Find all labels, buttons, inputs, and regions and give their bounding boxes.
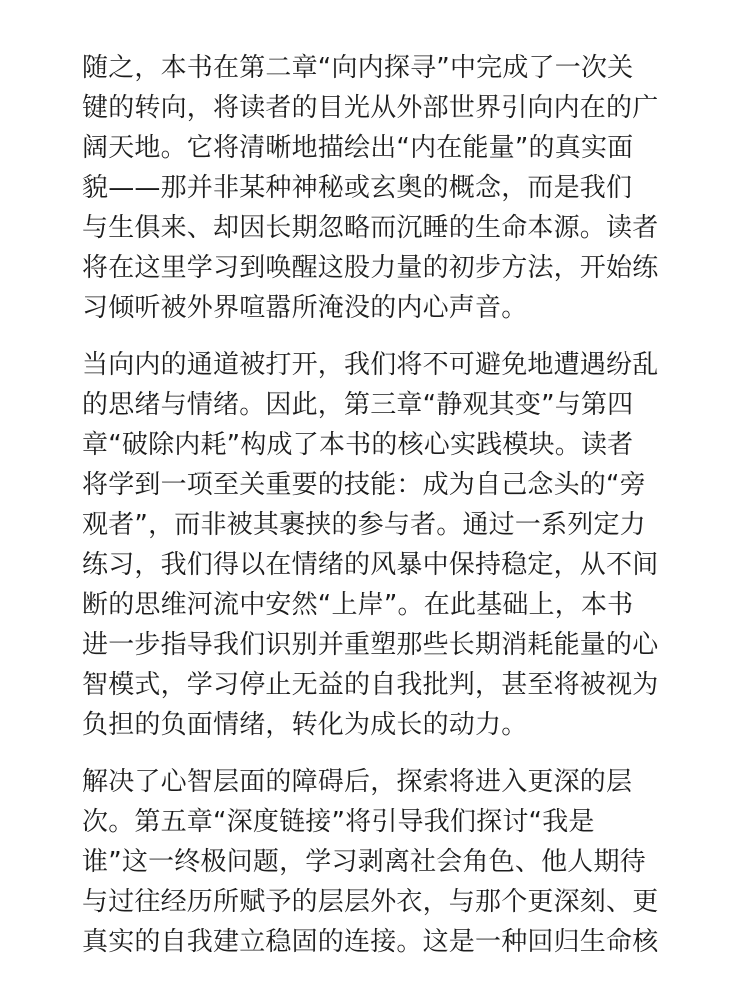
text-line: 将学到一项至关重要的技能：成为自己念头的“旁 bbox=[82, 470, 646, 500]
text-line: 貌——那并非某种神秘或玄奥的概念，而是我们 bbox=[82, 173, 633, 203]
paragraph-2 bbox=[82, 345, 668, 745]
text-line: 解决了心智层面的障碍后，探索将进入更深的层 bbox=[82, 767, 633, 797]
text-line: 当向内的通道被打开，我们将不可避免地遭遇纷乱 bbox=[82, 350, 659, 380]
text-line: 观者”，而非被其裹挟的参与者。通过一系列定力 bbox=[82, 510, 646, 540]
paragraph-3 bbox=[82, 762, 668, 962]
text-line: 与过往经历所赋予的层层外衣，与那个更深刻、更 bbox=[82, 887, 659, 917]
text-line: 章“破除内耗”构成了本书的核心实践模块。读者 bbox=[82, 430, 634, 460]
text-line: 习倾听被外界喧嚣所淹没的内心声音。 bbox=[82, 293, 528, 323]
text-line: 断的思维河流中安然“上岸”。在此基础上，本书 bbox=[82, 590, 634, 620]
text-line: 智模式，学习停止无益的自我批判，甚至将被视为 bbox=[82, 670, 659, 700]
text-line: 真实的自我建立稳固的连接。这是一种回归生命核 bbox=[82, 927, 659, 957]
text-line: 负担的负面情绪，转化为成长的动力。 bbox=[82, 710, 528, 740]
text-line: 的思绪与情绪。因此，第三章“静观其变”与第四 bbox=[82, 390, 634, 420]
text-line: 键的转向，将读者的目光从外部世界引向内在的广 bbox=[82, 93, 659, 123]
text-line: 随之，本书在第二章“向内探寻”中完成了一次关 bbox=[82, 53, 634, 83]
text-line: 进一步指导我们识别并重塑那些长期消耗能量的心 bbox=[82, 630, 659, 660]
text-line: 练习，我们得以在情绪的风暴中保持稳定，从不间 bbox=[82, 550, 659, 580]
text-line: 与生俱来、却因长期忽略而沉睡的生命本源。读者 bbox=[82, 213, 659, 243]
text-line: 谁”这一终极问题，学习剥离社会角色、他人期待 bbox=[82, 847, 646, 877]
paragraph-1 bbox=[82, 48, 668, 328]
text-line: 阔天地。它将清晰地描绘出“内在能量”的真实面 bbox=[82, 133, 634, 163]
text-line: 次。第五章“深度链接”将引导我们探讨“我是 bbox=[82, 807, 595, 837]
text-line: 将在这里学习到唤醒这股力量的初步方法，开始练 bbox=[82, 253, 659, 283]
